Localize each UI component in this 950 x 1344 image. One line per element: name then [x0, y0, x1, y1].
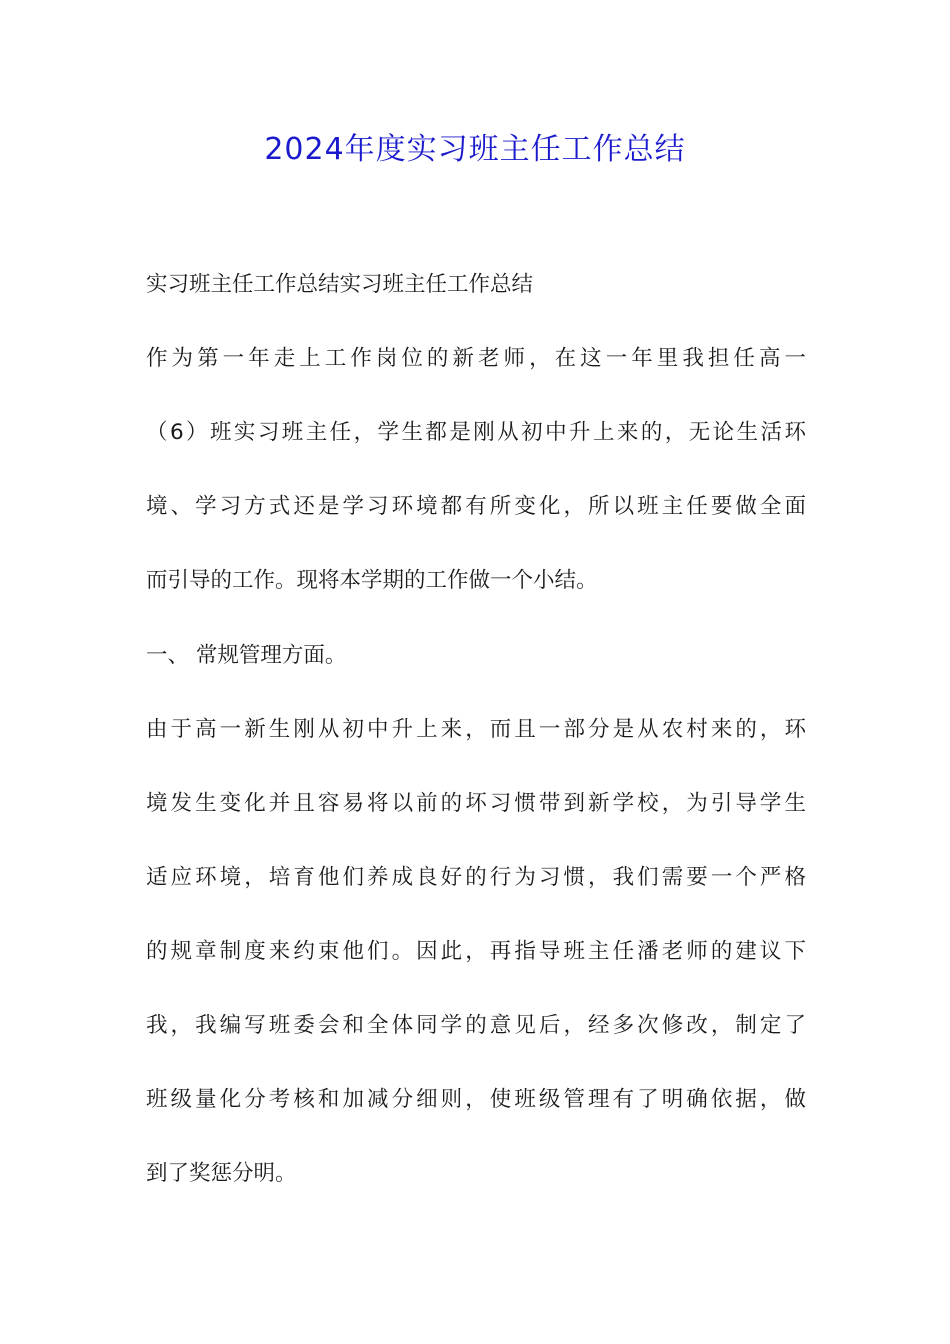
- paragraph-line: 的规章制度来约束他们。因此，再指导班主任潘老师的建议下: [146, 939, 806, 964]
- paragraph-line: 由于高一新生刚从初中升上来，而且一部分是从农村来的，环: [146, 717, 806, 742]
- paragraph-line: 班级量化分考核和加减分细则，使班级管理有了明确依据，做: [146, 1087, 806, 1112]
- document-title: 2024年度实习班主任工作总结: [264, 132, 686, 167]
- paragraph-line: 而引导的工作。现将本学期的工作做一个小结。: [146, 568, 598, 593]
- paragraph-line: 到了奖惩分明。: [146, 1161, 297, 1186]
- paragraph-line: 适应环境，培育他们养成良好的行为习惯，我们需要一个严格: [146, 865, 806, 890]
- paragraph-line: 境、学习方式还是学习环境都有所变化，所以班主任要做全面: [146, 494, 806, 519]
- paragraph-line: （6）班实习班主任，学生都是刚从初中升上来的，无论生活环: [146, 420, 806, 445]
- section-heading: 一、 常规管理方面。: [146, 643, 347, 668]
- paragraph-line: 作为第一年走上工作岗位的新老师，在这一年里我担任高一: [146, 346, 806, 371]
- subtitle-line: 实习班主任工作总结实习班主任工作总结: [146, 272, 534, 297]
- paragraph-line: 境发生变化并且容易将以前的坏习惯带到新学校，为引导学生: [146, 791, 806, 816]
- paragraph-line: 我，我编写班委会和全体同学的意见后，经多次修改，制定了: [146, 1013, 806, 1038]
